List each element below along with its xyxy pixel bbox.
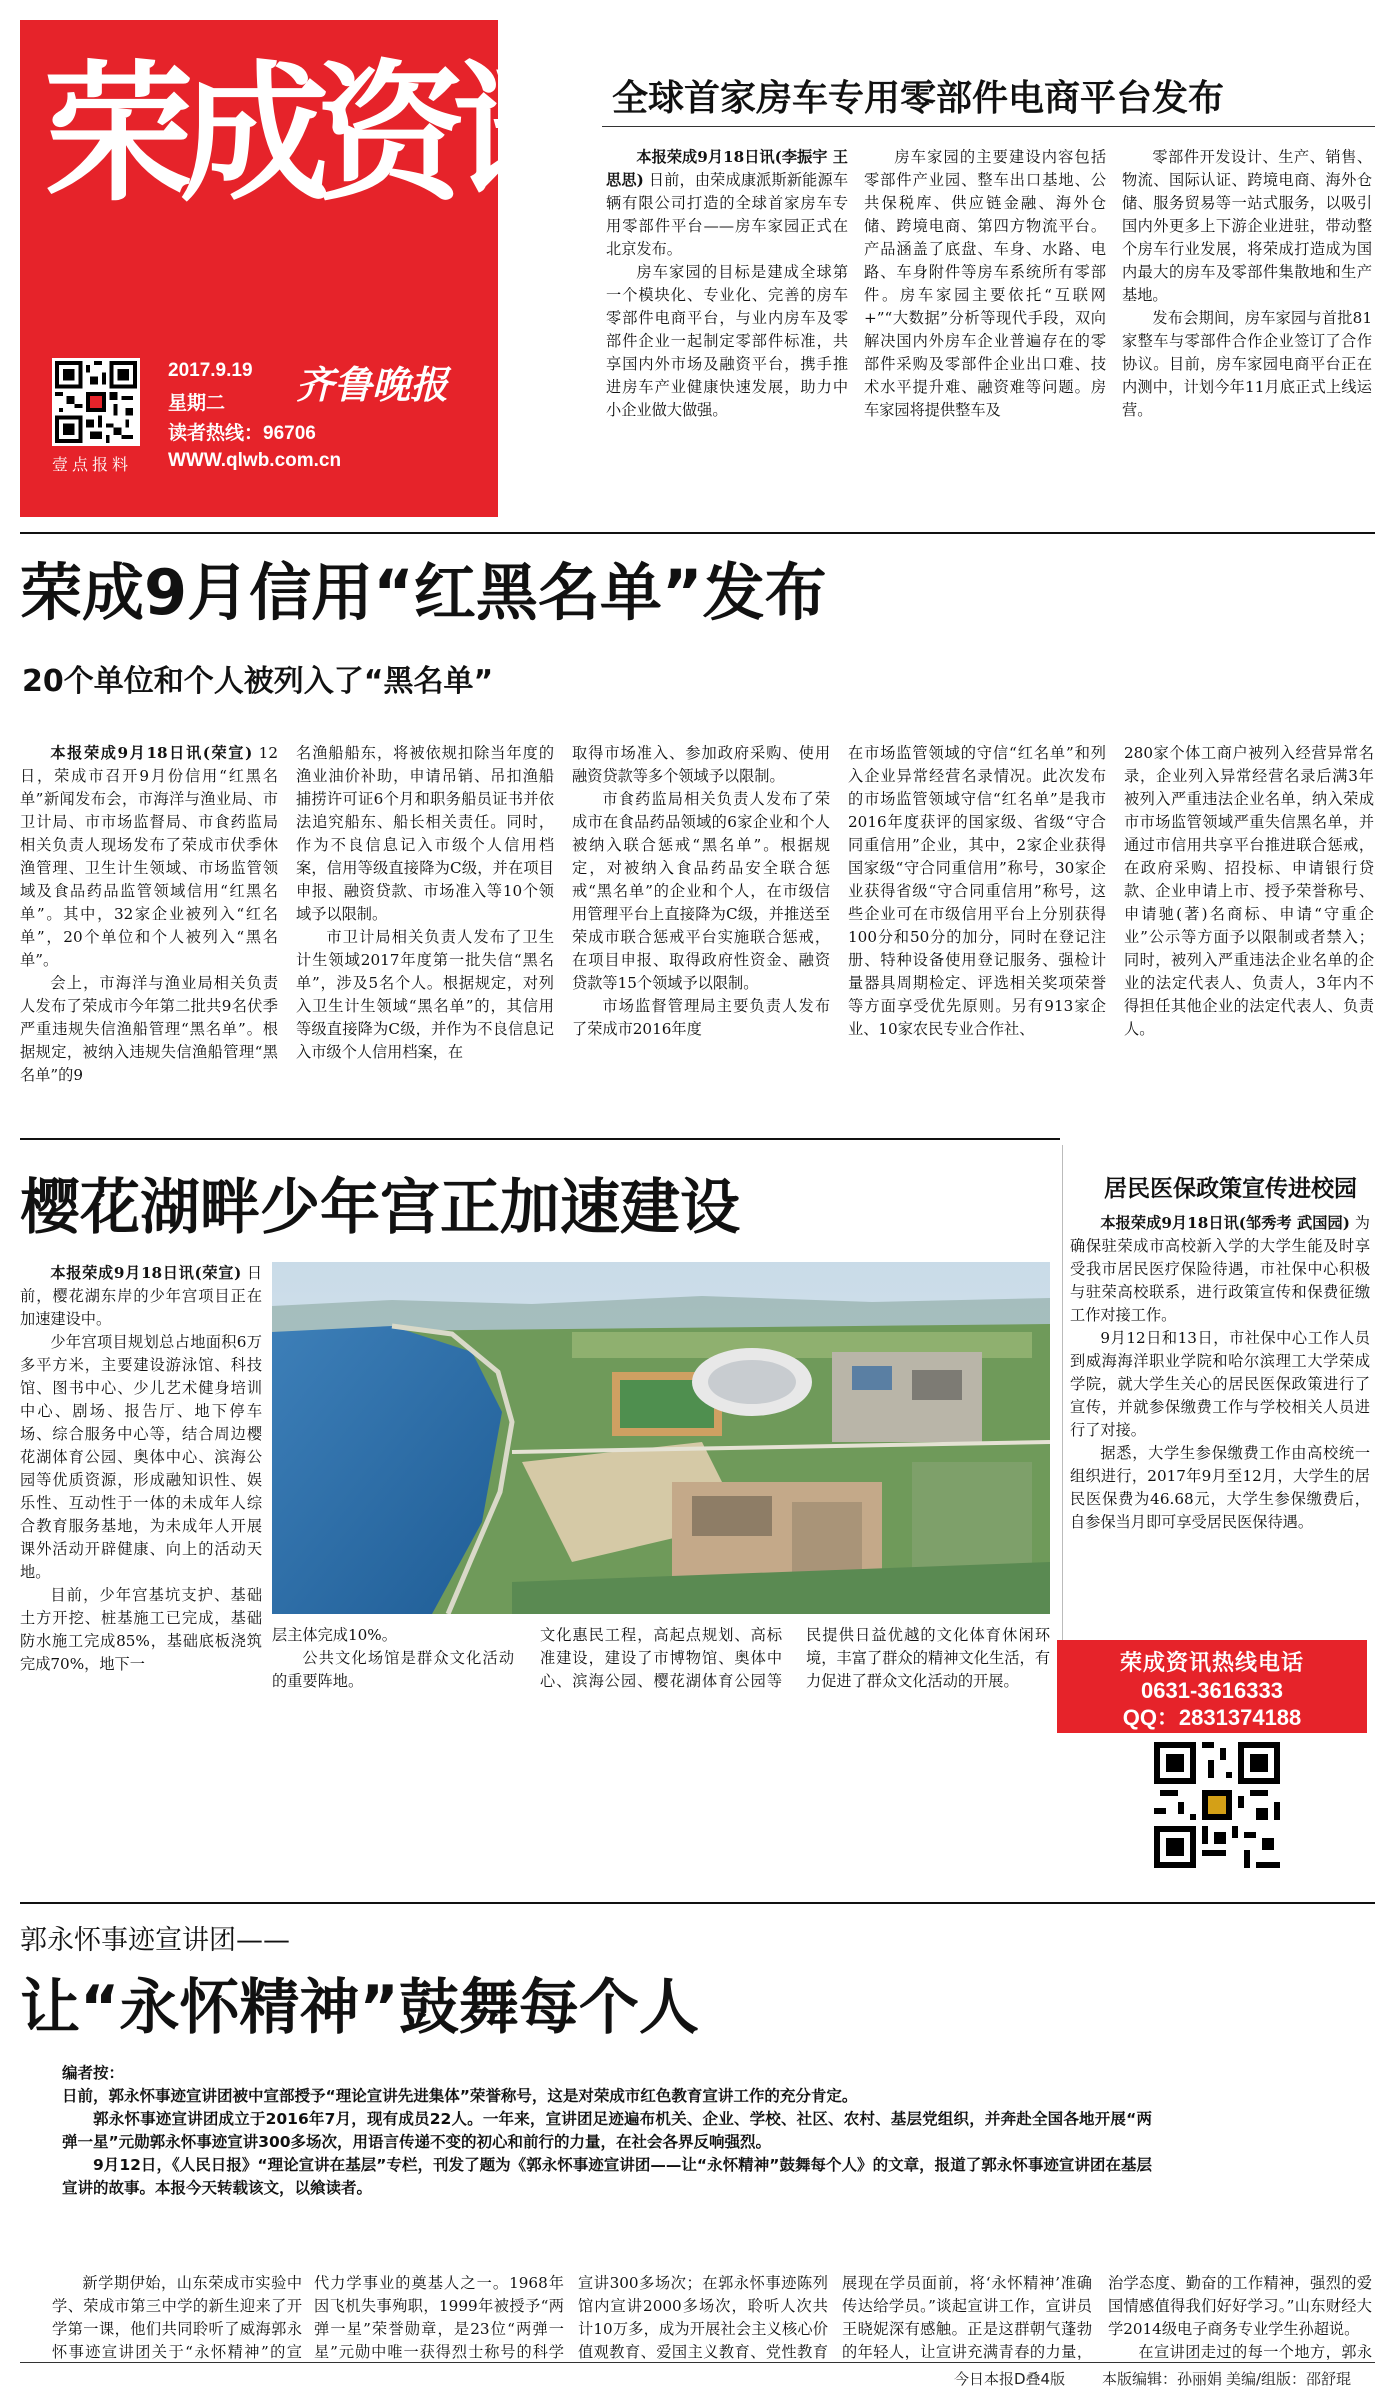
article5-column-5: [1108, 2272, 1372, 2360]
article4-headline: 居民医保政策宣传进校园: [1104, 1176, 1357, 1202]
hotline-phone[interactable]: 0631-3616333: [1141, 1678, 1283, 1703]
section-divider: [20, 1902, 1375, 1904]
paragraph: 少年宫项目规划总占地面积6万多平方米，主要建设游泳馆、科技馆、图书中心、少儿艺术健身培训中心、剧场、报告厅、地下停车场、综合服务中心等，结合周边樱花湖体育公园、奥体中心、滨海公园等优质资源，形成融知识性、娱乐性、互动性于一体的未成年人综合教育服务基地，为未成年人开展课外活动开辟健康、向上的活动天地。: [20, 1333, 262, 1581]
paragraph: 代力学事业的奠基人之一。1968年因飞机失事殉职，1999年被授予“两弹一星”荣誉勋章，是23位“两弹一星”元勋中唯一获得烈士称号的科学: [314, 2274, 564, 2360]
article3-headline: 樱花湖畔少年宫正加速建设: [20, 1173, 740, 1243]
website-link[interactable]: WWW.qlwb.com.cn: [168, 450, 342, 471]
paragraph: 会上，市海洋与渔业局相关负责人发布了荣成市今年第二批共9名伏季严重违规失信渔船管理“黑名单”。根据规定，被纳入违规失信渔船管理“黑名单”的9: [20, 974, 278, 1084]
paragraph: 民提供日益优越的文化体育休闲环境，丰富了群众的精神文化生活，有力促进了群众文化活动的开展。: [806, 1626, 1050, 1690]
article2-column-3: [572, 742, 830, 1117]
paragraph: 文化惠民工程，高起点规划、高标准建设，建设了市博物馆、奥体中心、滨海公园、樱花湖体育公园等: [540, 1626, 782, 1690]
article5-column-1: [52, 2272, 302, 2360]
hotline-qq[interactable]: QQ：2831374188: [1122, 1705, 1302, 1730]
hotline-box: [1057, 1640, 1367, 1733]
footer-editor: 本版编辑：孙丽娟: [1102, 2370, 1223, 2388]
paragraph: 在宣讲团走过的每一个地方，郭永: [1138, 2343, 1372, 2360]
article2-column-5: [1124, 742, 1374, 1117]
column-divider: [1062, 1145, 1063, 1690]
editor-note-line-3: 9月12日，《人民日报》“理论宣讲在基层”专栏，刊发了题为《郭永怀事迹宣讲团——让“永怀精神”鼓舞每个人》的文章，报道了郭永怀事迹宣讲团在基层宣讲的故事。本报今天转载该文，以飨读者。: [62, 2156, 1152, 2197]
editor-note-line-2: 郭永怀事迹宣讲团成立于2016年7月，现有成员22人。一年来，宣讲团足迹遍布机关、企业、学校、社区、农村、基层党组织，并奔赴全国各地开展“两弹一星”元勋郭永怀事迹宣讲300多场次，用语言传递不变的初心和前行的力量，在社会各界反响强烈。: [62, 2110, 1152, 2151]
reader-hotline: 读者热线：96706: [168, 423, 316, 444]
article5-kicker: 郭永怀事迹宣讲团——: [20, 1925, 290, 1956]
editor-note-label: 编者按：: [62, 2064, 125, 2082]
paragraph: 在市场监管领域的守信“红名单”和列入企业异常经营名录情况。此次发布的市场监管领域守信“红名单”是我市2016年度获评的国家级、省级“守合同重信用”企业，其中，2家企业获得国家级“守合同重信用”称号，30家企业获得省级“守合同重信用”称号，这些企业可在市级信用平台上分别获得100分和50分的加分，同时在登记注册、特种设备使用登记服务、强检计量器具周期检定、评选相关奖项荣誉等方面享受优先原则。另有913家企业、10家农民专业合作社、: [848, 744, 1106, 1038]
article2-column-4: [848, 742, 1106, 1117]
article1-column-3: [1122, 146, 1372, 496]
paragraph: 市场监督管理局主要负责人发布了荣成市2016年度: [572, 997, 830, 1038]
paragraph: 据悉，大学生参保缴费工作由高校统一组织进行，2017年9月至12月，大学生的居民医保费为46.68元，大学生参保缴费后，自参保当月即可享受居民医保待遇。: [1070, 1444, 1370, 1531]
paragraph: 280家个体工商户被列入经营异常名录，企业列入异常经营名录后满3年被列入严重违法企业名单，纳入荣成市市场监管领域严重失信黑名单，并通过市信用共享平台推进联合惩戒，在政府采购、招投标、申请银行贷款、企业申请上市、授予荣誉称号、申请驰(著)名商标、申请“守重企业”公示等方面予以限制或者禁入；同时，被列入严重违法企业名单的企业的法定代表人、负责人，3年内不得担任其他企业的法定代表人、负责人。: [1124, 744, 1374, 1038]
paragraph: 本报荣成9月18日讯(荣宣) 12日，荣成市召开9月份信用“红黑名单”新闻发布会，市海洋与渔业局、市卫计局、市市场监督局、市食药监局相关负责人现场发布了荣成市伏季休渔管理、卫生计生领域、市场监管领域及食品药品监管领域信用“红黑名单”。其中，32家企业被列入“红名单”，20个单位和个人被列入“黑名单”。: [20, 744, 278, 969]
section-divider: [20, 1138, 1060, 1140]
article4-body: [1070, 1212, 1370, 1632]
construction-aerial-photo: [272, 1262, 1050, 1614]
article5-headline: 让“永怀精神”鼓舞每个人: [20, 1973, 699, 2043]
article5-column-2: [314, 2272, 564, 2360]
qr-code-icon: [1154, 1742, 1280, 1868]
editor-note-line-1: 日前，郭永怀事迹宣讲团被中宣部授予“理论宣讲先进集体”荣誉称号，这是对荣成市红色教育宣讲工作的充分肯定。: [62, 2087, 858, 2105]
paragraph: 公共文化场馆是群众文化活动的重要阵地。: [272, 1649, 514, 1690]
article2-column-1: [20, 742, 278, 1117]
paragraph: 宣讲300多场次；在郭永怀事迹陈列馆内宣讲2000多场次，聆听人次共计10万多，成为开展社会主义核心价值观教育、爱国主义教育、党性教育: [578, 2274, 828, 2360]
paragraph: 展现在学员面前，将‘永怀精神’准确传达给学员。”谈起宣讲工作，宣讲员王晓妮深有感触。正是这群朝气蓬勃的年轻人，让宣讲充满青春的力量，: [842, 2274, 1092, 2360]
masthead-title: 荣成资讯: [44, 48, 589, 222]
issue-weekday: 星期二: [168, 393, 226, 414]
paragraph: 房车家园的目标是建成全球第一个模块化、专业化、完善的房车零部件电商平台，与业内房车及零部件企业一起制定零部件标准，共享国内外市场及融资平台，携手推进房车产业健康快速发展，助力中小企业做大做强。: [606, 263, 848, 419]
article5-column-3: [578, 2272, 828, 2360]
article1-column-1: [606, 146, 848, 496]
qr-label: 壹点报料: [52, 455, 133, 474]
paragraph: 市卫计局相关负责人发布了卫生计生领域2017年度第一批失信“黑名单”，涉及5名个人。根据规定，对列入卫生计生领域“黑名单”的，其信用等级直接降为C级，并作为不良信息记入市级个人信用档案，在: [296, 928, 554, 1061]
paragraph: 市食药监局相关负责人发布了荣成市在食品药品领域的6家企业和个人被纳入联合惩戒“黑名单”。根据规定，对被纳入食品药品安全联合惩戒“黑名单”的企业和个人，在市级信用管理平台上直接降为C级，并推送至荣成市联合惩戒平台实施联合惩戒，在项目申报、取得政府性资金、融资贷款等15个领域予以限制。: [572, 790, 830, 992]
paragraph: 零部件开发设计、生产、销售、物流、国际认证、跨境电商、海外仓储、服务贸易等一站式服务，以吸引国内外更多上下游企业进驻，带动整个房车行业发展，将荣成打造成为国内最大的房车及零部件集散地和生产基地。: [1122, 148, 1372, 304]
qr-code-icon: [52, 358, 140, 446]
article1-headline: 全球首家房车专用零部件电商平台发布: [612, 78, 1225, 119]
article3-column-4: [806, 1624, 1050, 1692]
article3-column-2: [272, 1624, 514, 1692]
paragraph: 发布会期间，房车家园与首批81家整车与零部件合作企业签订了合作协议。目前，房车家园电商平台正在内测中，计划今年11月底正式上线运营。: [1122, 309, 1372, 419]
paragraph: 新学期伊始，山东荣成市实验中学、荣成市第三中学的新生迎来了开学第一课，他们共同聆听了威海郭永怀事迹宣讲团关于“永怀精神”的宣: [52, 2274, 302, 2360]
article3-column-3: [540, 1624, 782, 1692]
paragraph: 本报荣成9月18日讯(李振宇 王思思) 日前，由荣成康派斯新能源车辆有限公司打造的全球首家房车专用零部件平台——房车家园正式在北京发布。: [606, 148, 848, 258]
paragraph: 本报荣成9月18日讯(邹秀考 武国园) 为确保驻荣成市高校新入学的大学生能及时享受我市居民医疗保险待遇，市社保中心积极与驻荣高校联系，进行政策宣传和保费征缴工作对接工作。: [1070, 1214, 1370, 1324]
article1-column-2: [864, 146, 1106, 496]
editor-note: [62, 2062, 1152, 2200]
footer-pages: 今日本报D叠4版: [954, 2370, 1066, 2388]
paragraph: 9月12日和13日，市社保中心工作人员到威海海洋职业学院和哈尔滨理工大学荣成学院，就大学生关心的居民医保政策进行了宣传，并就参保缴费工作与学校相关人员进行了对接。: [1070, 1329, 1370, 1439]
divider: [602, 126, 1375, 127]
footer-design: 美编/组版：邵舒琨: [1226, 2370, 1352, 2388]
article2-column-2: [296, 742, 554, 1117]
paper-logo: 齐鲁晚报: [296, 362, 449, 407]
paragraph: 层主体完成10%。: [272, 1626, 397, 1644]
section-divider: [20, 532, 1375, 534]
article2-headline: 荣成9月信用“红黑名单”发布: [20, 556, 827, 629]
paragraph: 名渔船船东，将被依规扣除当年度的渔业油价补助，申请吊销、吊扣渔船捕捞许可证6个月和职务船员证书并依法追究船东、船长相关责任。同时，作为不良信息记入市级个人信用档案，信用等级直接降为C级，并在项目申报、融资贷款、市场准入等10个领域予以限制。: [296, 744, 554, 923]
paragraph: 取得市场准入、参加政府采购、使用融资贷款等多个领域予以限制。: [572, 744, 830, 785]
article5-column-4: [842, 2272, 1092, 2360]
paragraph: 房车家园的主要建设内容包括零部件产业园、整车出口基地、公共保税库、供应链金融、海外仓储、跨境电商、第四方物流平台。产品涵盖了底盘、车身、水路、电路、车身附件等房车系统所有零部件。房车家园主要依托“互联网+”“大数据”分析等现代手段，双向解决国内外房车企业普遍存在的零部件采购及零部件企业出口难、技术水平提升难、融资难等问题。房车家园将提供整车及: [864, 148, 1106, 419]
issue-date: 2017.9.19: [168, 360, 253, 381]
paragraph: 目前，少年宫基坑支护、基础土方开挖、桩基施工已完成，基础防水施工完成85%，基础底板浇筑完成70%，地下一: [20, 1586, 262, 1673]
footer-rule: [20, 2362, 1375, 2363]
article2-subhead: 20个单位和个人被列入了“黑名单”: [22, 664, 494, 699]
paragraph: 治学态度、勤奋的工作精神，强烈的爱国情感值得我们好好学习。”山东财经大学2014级电子商务专业学生孙超说。: [1108, 2274, 1372, 2338]
hotline-title: 荣成资讯热线电话: [1119, 1650, 1304, 1675]
article3-column-1: [20, 1262, 262, 1674]
paragraph: 本报荣成9月18日讯(荣宣) 日前，樱花湖东岸的少年宫项目正在加速建设中。: [20, 1264, 262, 1328]
